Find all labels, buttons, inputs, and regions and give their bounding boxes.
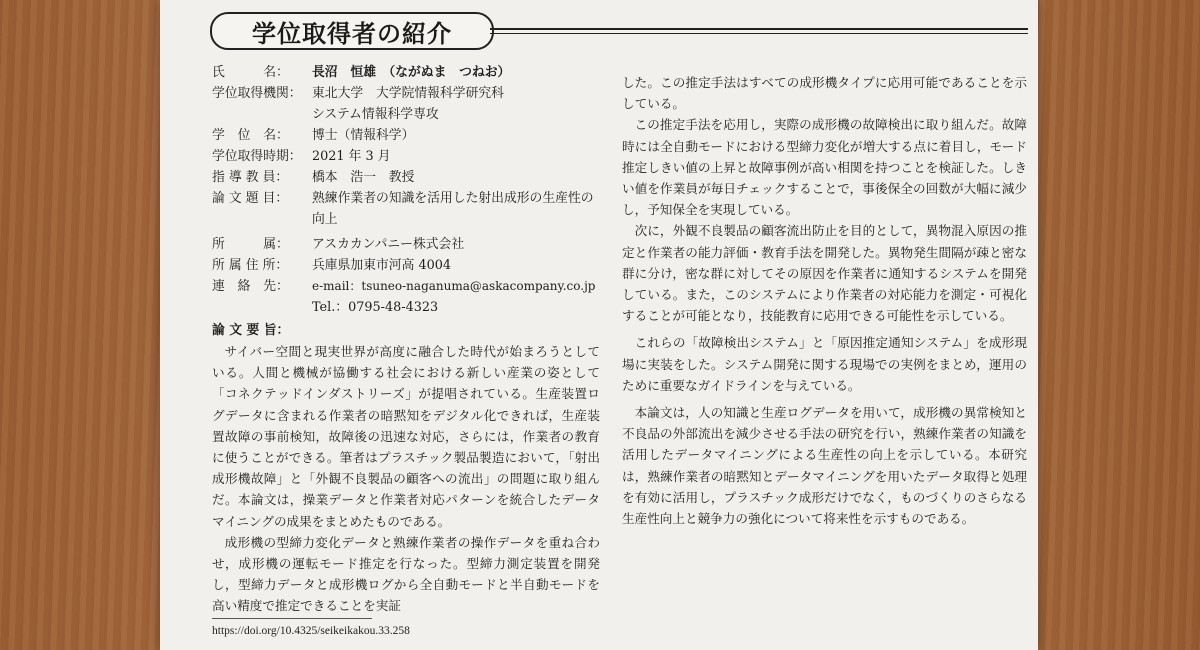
info-row-advisor	[212, 167, 600, 188]
right-column	[622, 72, 1027, 529]
abstract-paragraph: サイバー空間と現実世界が高度に融合した時代が始まろうとしている。人間と機械が協働する社会における新しい産業の姿として「コネクテッドインダストリーズ」が提唱されている。生産装置ログデータに含まれる作業者の暗黙知をデジタル化できれば，生産装置故障の事前検知，故障後の迅速な対応，さらには，作業者の教育に使うことができる。筆者はプラスチック製品製造において，「射出成形機故障」と「外観不良製品の顧客への流出」の問題に取り組んだ。本論文は，操業データと作業者対応パターンを統合したデータマイニングの成果をまとめたものである。	[212, 344, 600, 529]
abstract-paragraph: 次に，外観不良製品の顧客流出防止を目的として，異物混入原因の推定と作業者の能力評価・教育手法を開発した。異物発生間隔が疎と密な群に分け，密な群に対してその原因を作業者に通知するシステムを開発している。また，このシステムにより作業者の対応能力を測定・可視化することが可能となり，技能教育に応用できる可能性を示している。	[622, 223, 1027, 324]
title-rule-thin	[490, 33, 1028, 34]
title-rule	[490, 28, 1028, 30]
section-title: 学位取得者の紹介	[252, 19, 452, 48]
info-row-institution	[212, 83, 600, 104]
info-row-date	[212, 146, 600, 167]
info-label: 論 文 題 目：	[212, 191, 289, 206]
info-row-degree	[212, 125, 600, 146]
info-label: 所 属：	[212, 237, 289, 252]
abstract-label: 論 文 要 旨：	[212, 323, 290, 338]
info-value: 博士（情報科学）	[312, 128, 415, 143]
info-value: 兵庫県加東市河高 4004	[312, 258, 452, 273]
info-row-address	[212, 255, 600, 276]
info-label: 指 導 教 員：	[212, 170, 289, 185]
info-value: 橋本 浩一 教授	[312, 170, 415, 185]
abstract-paragraph: 成形機の型締力変化データと熟練作業者の操作データを重ね合わせ，成形機の運転モード推定を行なった。型締力測定装置を開発し，型締力データと成形機ログから全自動モードと半自動モードを高い精度で推定できることを実証	[212, 534, 600, 614]
email-value: e-mail：tsuneo-naganuma@askacompany.co.jp	[312, 279, 596, 293]
info-value: 東北大学 大学院情報科学研究科	[312, 86, 504, 101]
section-title-box	[210, 12, 494, 50]
info-value: アスカカンパニー株式会社	[312, 237, 465, 252]
left-column	[212, 62, 600, 617]
info-row-phone	[212, 297, 600, 318]
info-row-contact	[212, 276, 600, 297]
info-label: 所 属 住 所：	[212, 258, 289, 273]
abstract-paragraph: これらの「故障検出システム」と「原因推定通知システム」を成形現場に実装をした。システム開発に関する現場での実例をまとめ，運用のために重要なガイドラインを与えている。	[622, 335, 1027, 393]
journal-page	[160, 0, 1038, 650]
abstract-paragraph: 本論文は，人の知識と生産ログデータを用いて，成形機の異常検知と不良品の外部流出を減少させる手法の研究を行い，熟練作業者の知識を活用したデータマイニングによる生産性の向上を示している。本研究は，熟練作業者の暗黙知とデータマイニングを用いたデータ取得と処理を有効に活用し，プラスチック成形だけでなく，ものづくりのさらなる生産性向上と競争力の強化について将来性を示すものである。	[622, 405, 1027, 527]
info-value: 熟練作業者の知識を活用した射出成形の生産性の向上	[312, 191, 594, 227]
abstract-paragraph: この推定手法を応用し，実際の成形機の故障検出に取り組んだ。故障時には全自動モードにおける型締力変化が増大する点に着目し，モード推定しきい値の上昇と故障事例が高い相関を持つことを検証した。しきい値を作業員が毎日チェックすることで，事後保全の回数が大幅に減少し，予知保全を実現している。	[622, 117, 1027, 218]
info-row-department	[212, 104, 600, 125]
info-row-name	[212, 62, 600, 83]
info-label: 学 位 名：	[212, 128, 289, 143]
info-row-thesis-title	[212, 188, 600, 230]
doi-link[interactable]: https://doi.org/10.4325/seikeikakou.33.258	[212, 625, 410, 637]
info-label: 連 絡 先：	[212, 279, 289, 294]
info-value: 長沼 恒雄 （ながぬま つねお）	[312, 65, 511, 80]
info-label	[212, 297, 312, 318]
phone-value: Tel.：0795-48-4323	[312, 300, 439, 315]
info-value: システム情報科学専攻	[312, 107, 439, 122]
footnote-rule	[212, 618, 372, 619]
abstract-paragraph: した。この推定手法はすべての成形機タイプに応用可能であることを示している。	[622, 75, 1027, 112]
info-value: 2021 年 3 月	[312, 149, 391, 164]
info-row-affiliation	[212, 234, 600, 255]
info-label: 学位取得機関：	[212, 86, 302, 101]
info-label: 氏 名：	[212, 65, 289, 80]
info-label	[212, 104, 312, 125]
info-label: 学位取得時期：	[212, 149, 302, 164]
